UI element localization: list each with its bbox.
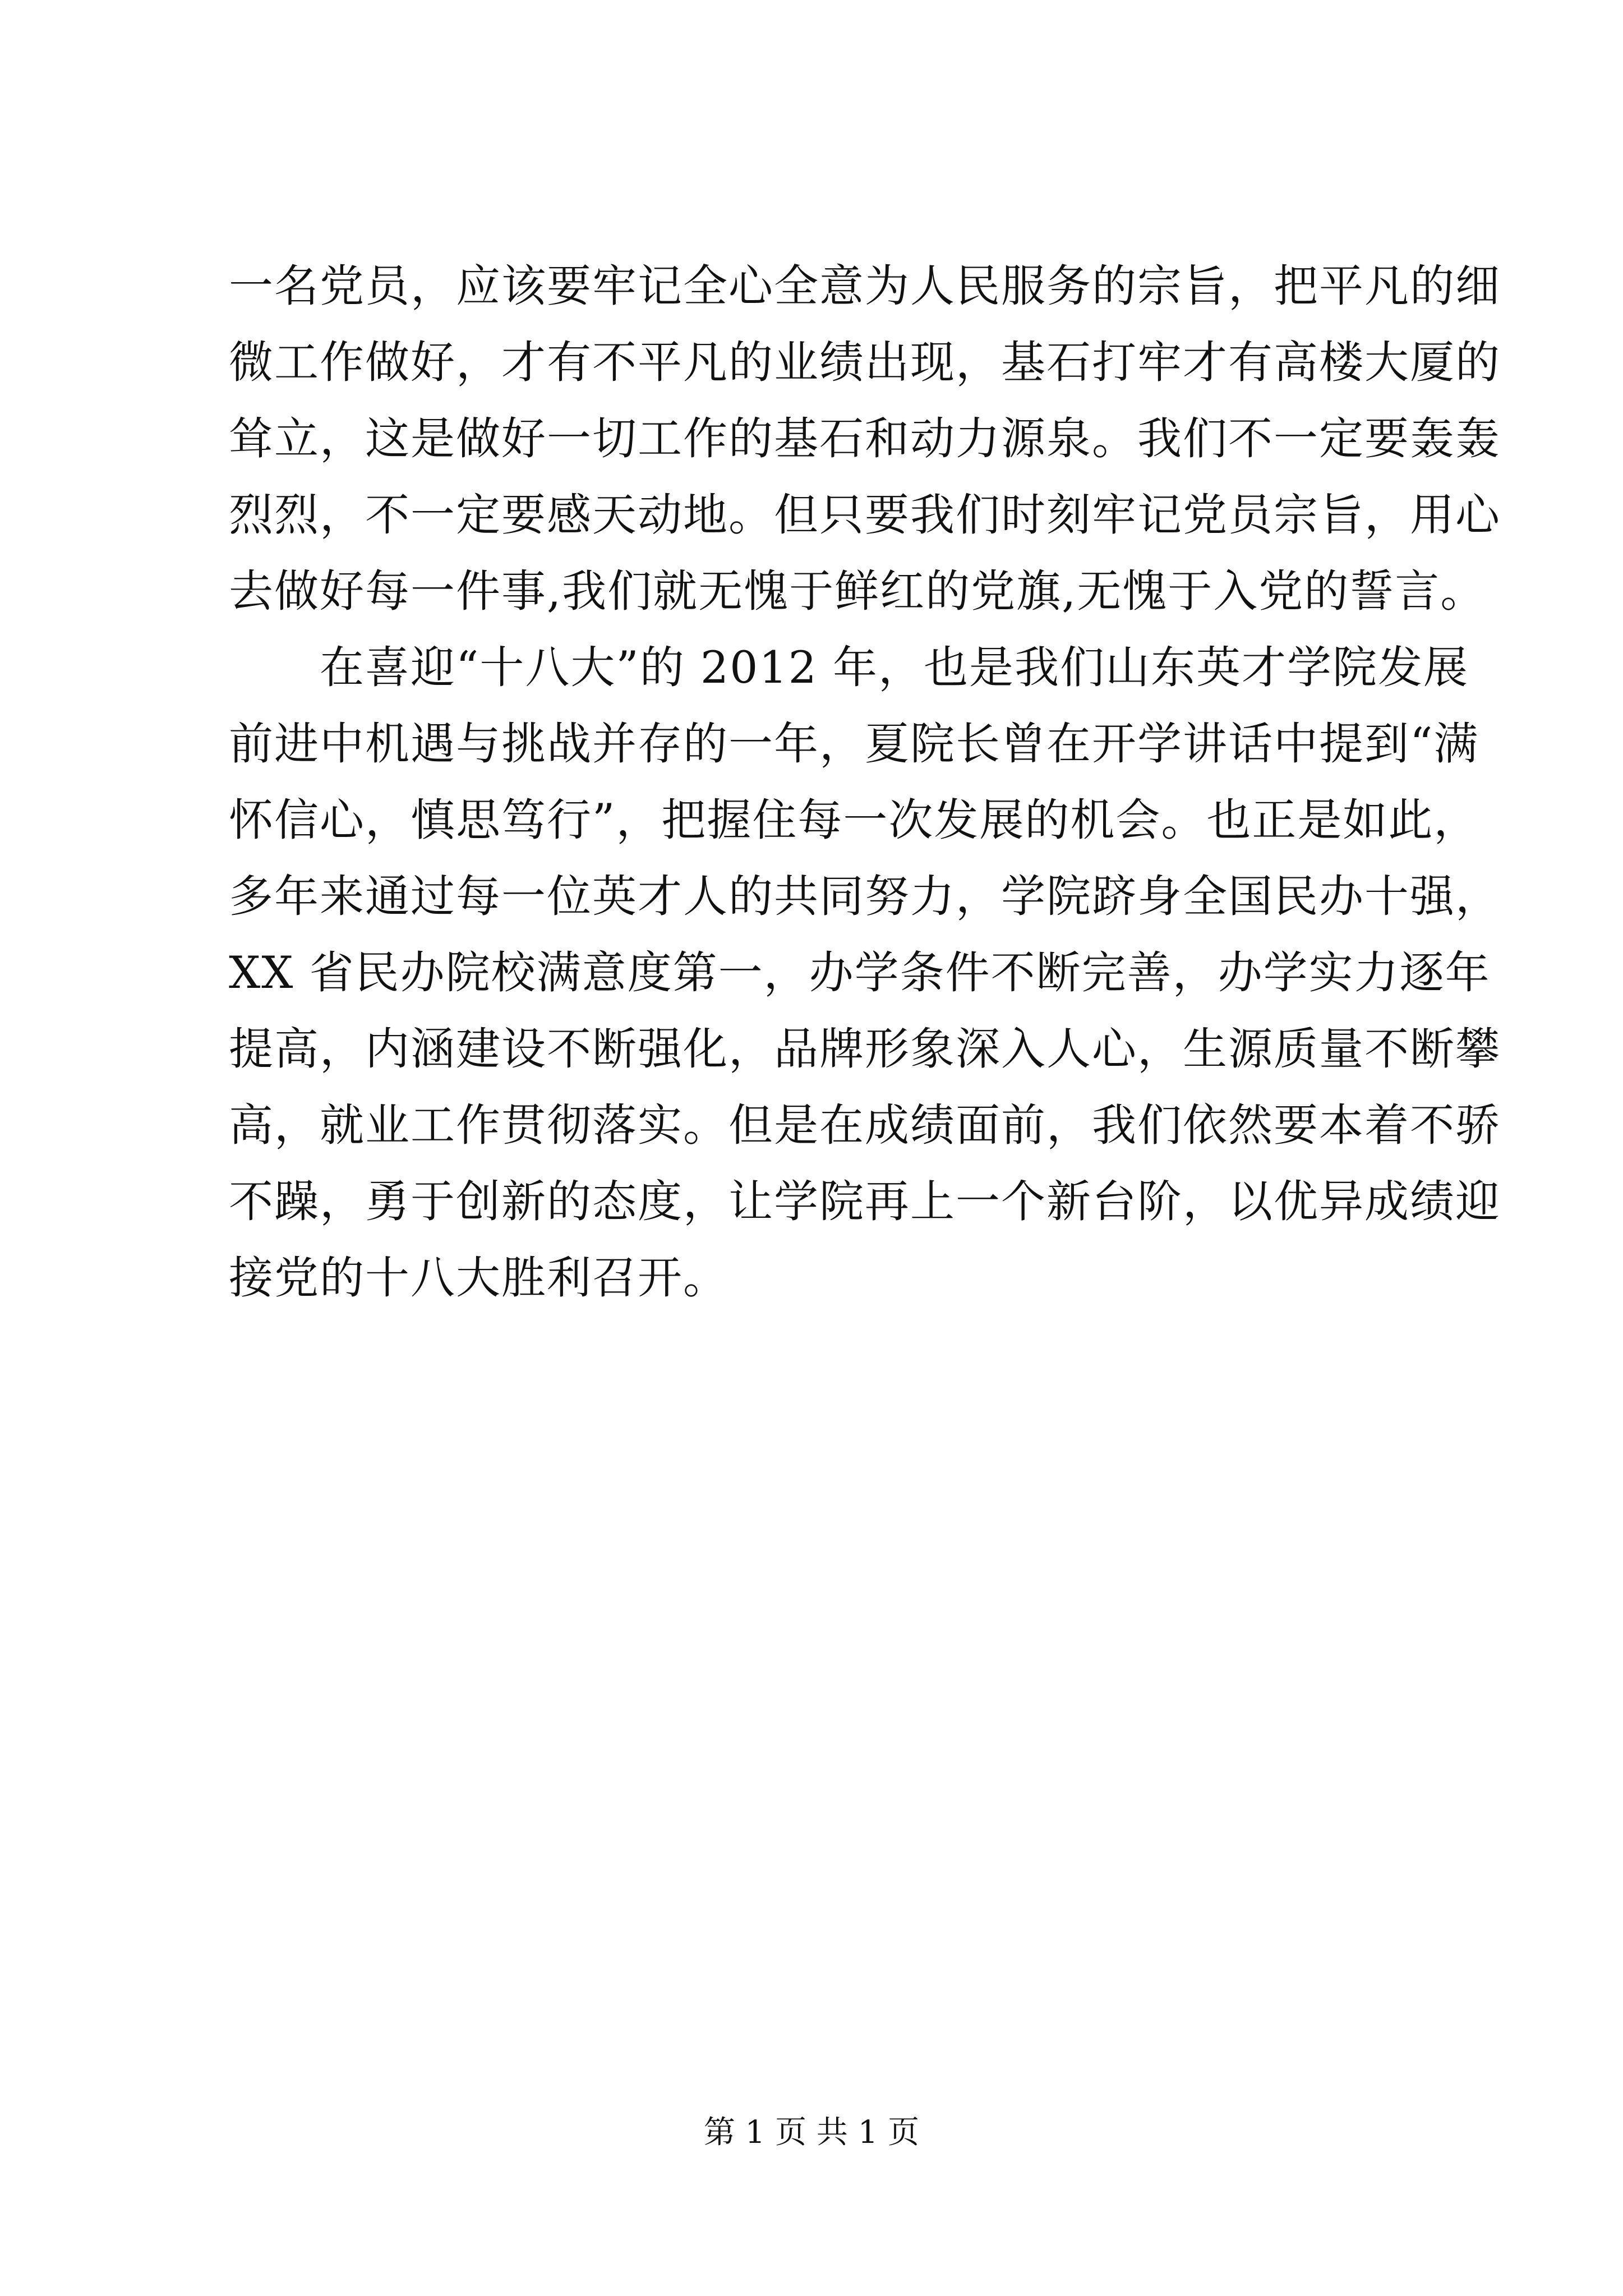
text-line: 多年来通过每一位英才人的共同努力，学院跻身全国民办十强，: [229, 871, 1501, 922]
text-line: 烈烈，不一定要感天动地。但只要我们时刻牢记党员宗旨，用心: [229, 489, 1501, 541]
paragraph-first-line: 在喜迎“十八大”的 2012 年，也是我们山东英才学院发展: [229, 642, 1469, 693]
page-number-label: 第 1 页 共 1 页: [703, 2114, 920, 2151]
text-line: 前进中机遇与挑战并存的一年，夏院长曾在开学讲话中提到“满: [229, 718, 1479, 770]
text-line: 去做好每一件事,我们就无愧于鲜红的党旗,无愧于入党的誓言。: [229, 565, 1486, 617]
text-line: 高，就业工作贯彻落实。但是在成绩面前，我们依然要本着不骄: [229, 1099, 1501, 1151]
text-line: 不躁，勇于创新的态度，让学院再上一个新台阶，以优异成绩迎: [229, 1176, 1501, 1227]
document-body: [229, 255, 1501, 1323]
text-line: XX 省民办院校满意度第一，办学条件不断完善，办学实力逐年: [229, 947, 1491, 999]
text-line: 怀信心，慎思笃行”，把握住每一次发展的机会。也正是如此，: [229, 794, 1479, 846]
text-line: 微工作做好，才有不平凡的业绩出现，基石打牢才有高楼大厦的: [229, 337, 1501, 388]
text-line: 提高，内涵建设不断强化，品牌形象深入人心，生源质量不断攀: [229, 1023, 1501, 1075]
text-line: 接党的十八大胜利召开。: [229, 1252, 728, 1304]
text-line: 耸立，这是做好一切工作的基石和动力源泉。我们不一定要轰轰: [229, 413, 1501, 464]
text-line: 一名党员，应该要牢记全心全意为人民服务的宗旨，把平凡的细: [229, 260, 1501, 312]
page-footer: [0, 2110, 1623, 2155]
